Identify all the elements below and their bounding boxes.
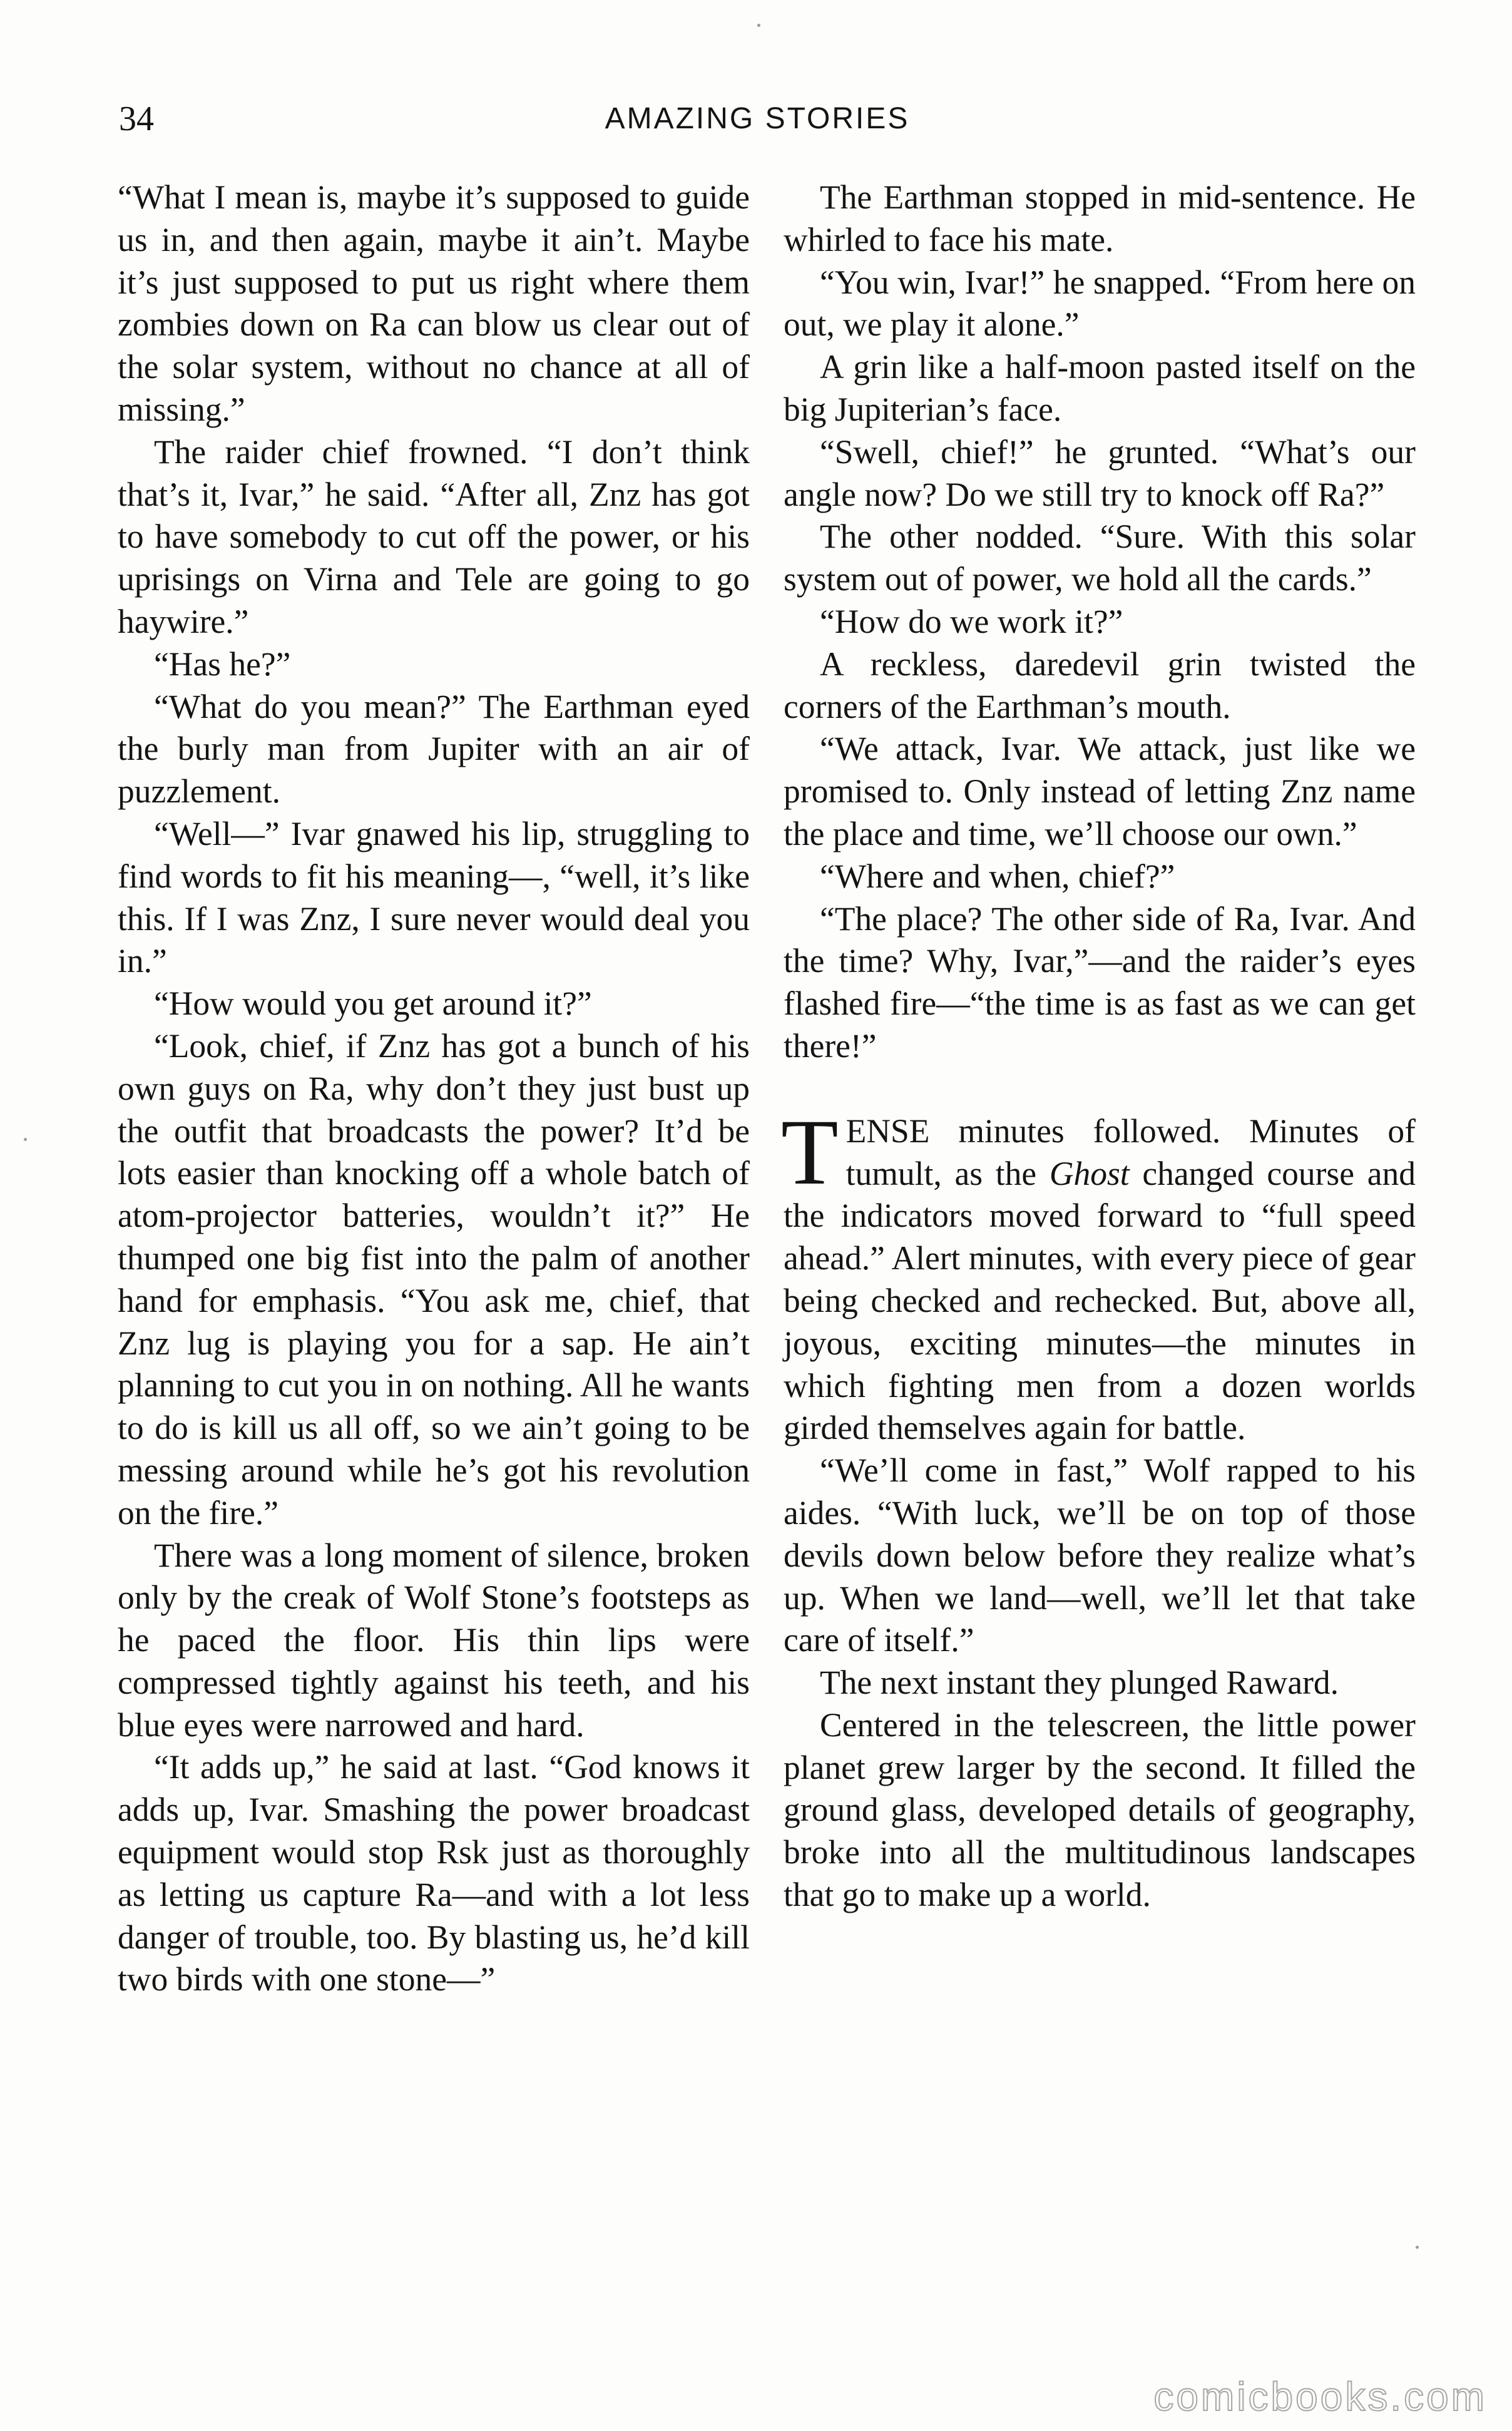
paragraph: The raider chief frowned. “I don’t think that’s it, Ivar,” he said. “After all, Znz has got to have somebody to cut off the power, or his uprisings on Virna and Tele are going to go haywire.” — [118, 432, 750, 640]
paragraph: “What do you mean?” The Earthman eyed the burly man from Jupiter with an air of puzzlement. — [118, 687, 750, 811]
section-text-after-ship: changed course and the indicators moved forward to “full speed ahead.” Alert minutes, with every piece of gear being checked and rechecked. But, above all, joyous, exciting minutes—the minutes in which fighting men from a dozen worlds girded themselves again for battle. — [784, 1154, 1416, 1447]
paragraph: The next instant they plunged Raward. — [820, 1664, 1339, 1702]
paragraph: Centered in the telescreen, the little power planet grew larger by the second. It filled the ground glass, developed details of geography, broke into all the multitudinous landscapes that go to make up a world. — [784, 1706, 1416, 1914]
paragraph: A grin like a half-moon pasted itself on the big Jupiterian’s face. — [784, 348, 1416, 428]
watermark: comicbooks.com — [1153, 2374, 1487, 2419]
page-number: 34 — [119, 100, 154, 138]
left-column — [118, 177, 750, 2001]
paragraph: The Earthman stopped in mid-sentence. He whirled to face his mate. — [784, 178, 1416, 258]
paragraph: The other nodded. “Sure. With this solar system out of power, we hold all the cards.” — [784, 518, 1416, 598]
paragraph: “We attack, Ivar. We attack, just like we promised to. Only instead of letting Znz name the place and time, we’ll choose our own.” — [784, 730, 1416, 852]
ship-name: Ghost — [1049, 1154, 1130, 1192]
paragraph: A reckless, daredevil grin twisted the corners of the Earthman’s mouth. — [784, 645, 1416, 725]
paragraph: “What I mean is, maybe it’s supposed to guide us in, and then again, maybe it ain’t. Maybe it’s just supposed to put us right where them zombies down on Ra can blow us clear out of the solar system, without no chance at all of missing.” — [118, 178, 750, 428]
print-speck — [24, 1138, 27, 1141]
paragraph: “How would you get around it?” — [154, 985, 592, 1023]
right-column — [781, 177, 1416, 1917]
running-head — [119, 94, 1396, 144]
paragraph: “Well—” Ivar gnawed his lip, struggling to find words to fit his meaning—, “well, it’s like this. If I was Znz, I sure never would deal you in.” — [118, 814, 750, 980]
paragraph: “Swell, chief!” he grunted. “What’s our angle now? Do we still try to knock off Ra?” — [784, 432, 1416, 513]
section-opening-paragraph — [781, 1100, 1416, 1450]
paragraph: “Has he?” — [154, 645, 291, 683]
drop-cap: T — [781, 1100, 839, 1204]
small-caps-lead: ENSE — [845, 1112, 930, 1150]
magazine-title: AMAZING STORIES — [605, 102, 910, 135]
paragraph: There was a long moment of silence, broken only by the creak of Wolf Stone’s footsteps as he paced the floor. His thin lips were compressed tightly against his teeth, and his blue eyes were narrowed and hard. — [118, 1536, 750, 1744]
paragraph: “You win, Ivar!” he snapped. “From here on out, we play it alone.” — [784, 263, 1416, 344]
paragraph: “We’ll come in fast,” Wolf rapped to his aides. “With luck, we’ll be on top of those devils down below before they realize what’s up. When we land—well, we’ll let that take care of itself.” — [784, 1451, 1416, 1659]
paragraph: “How do we work it?” — [820, 602, 1123, 640]
section-text-before-ship: minutes followed. Minutes of tumult, as the — [845, 1112, 1416, 1192]
paragraph: “Look, chief, if Znz has got a bunch of his own guys on Ra, why don’t they just bust up the outfit that broadcasts the power? It’d be lots easier than knocking off a whole batch of atom-projector batteries, wouldn’t it?” He thumped one big fist into the palm of another hand for emphasis. “You ask me, chief, that Znz lug is playing you for a sap. He ain’t planning to cut you in on nothing. All he wants to do is kill us all off, so we ain’t going to be messing around while he’s got his revolution on the fire.” — [118, 1026, 750, 1532]
paragraph: “It adds up,” he said at last. “God knows it adds up, Ivar. Smashing the power broadcast equipment would stop Rsk just as thoroughly as letting us capture Ra—and with a lot less danger of trouble, too. By blasting us, he’d kill two birds with one stone—” — [118, 1748, 750, 1999]
print-speck — [1416, 2246, 1419, 2249]
print-speck — [757, 24, 760, 27]
paragraph: “Where and when, chief?” — [820, 857, 1175, 895]
paragraph: “The place? The other side of Ra, Ivar. And the time? Why, Ivar,”—and the raider’s eyes flashed fire—“the time is as fast as we can get there!” — [784, 899, 1416, 1065]
